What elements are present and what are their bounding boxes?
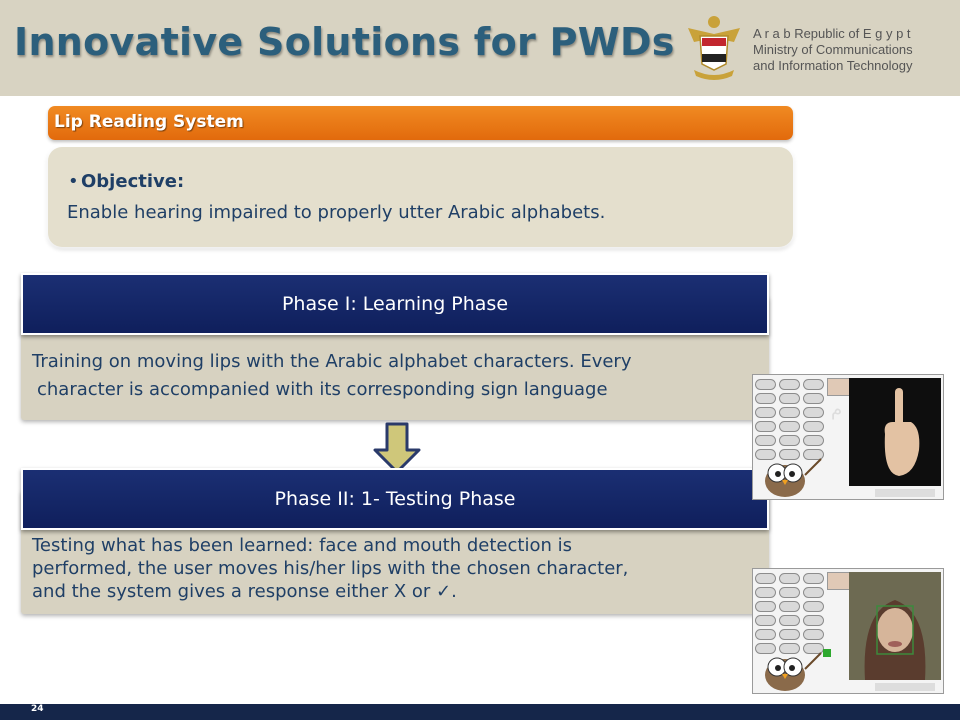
alphabet-keypad — [755, 379, 825, 460]
phase-1-line: character is accompanied with its corresponding sign language — [37, 379, 608, 400]
objective-label: Objective: — [81, 171, 185, 192]
owl-mascot-icon — [755, 649, 825, 693]
phase-2-line: and the system gives a response either X or ✓. — [32, 581, 457, 602]
phase-2-header — [21, 468, 769, 530]
down-arrow-icon — [373, 422, 421, 474]
phase-1-line: Training on moving lips with the Arabic alphabet characters. Every — [32, 351, 632, 372]
section-heading: Lip Reading System — [54, 112, 244, 132]
bullet-icon: • — [68, 171, 79, 192]
phase-2-text — [32, 534, 628, 603]
character-label: م — [831, 399, 843, 420]
lip-preview — [827, 572, 851, 590]
phase-2-title: Phase II: 1- Testing Phase — [274, 488, 516, 510]
egypt-emblem-logo — [684, 8, 744, 82]
phase-2-line: performed, the user moves his/her lips with the chosen character, — [32, 558, 629, 579]
learning-app-screenshot — [752, 374, 944, 500]
page-title: Innovative Solutions for PWDs — [14, 20, 675, 64]
ministry-name — [753, 26, 913, 74]
phase-1-header — [21, 273, 769, 335]
footer-bar — [0, 704, 960, 720]
page-number: 24 — [31, 704, 44, 714]
control-bar — [875, 489, 935, 497]
lip-preview — [827, 378, 851, 396]
phase-1-text — [32, 348, 631, 404]
sign-video — [849, 378, 941, 486]
objective-text: Enable hearing impaired to properly utter Arabic alphabets. — [67, 202, 606, 223]
face-detection-icon — [849, 572, 941, 680]
header-band — [0, 0, 960, 96]
ministry-line: and Information Technology — [753, 58, 913, 73]
alphabet-keypad — [755, 573, 825, 654]
testing-app-screenshot — [752, 568, 944, 694]
phase-2-line: Testing what has been learned: face and mouth detection is — [32, 535, 572, 556]
control-bar — [875, 683, 935, 691]
face-video — [849, 572, 941, 680]
sign-hand-icon — [849, 378, 941, 486]
objective-box — [48, 147, 793, 247]
section-heading-bar — [48, 106, 793, 140]
ministry-line: A r a b Republic of E g y p t — [753, 26, 911, 41]
ministry-line: Ministry of Communications — [753, 42, 913, 57]
owl-mascot-icon — [755, 455, 825, 499]
phase-1-title: Phase I: Learning Phase — [281, 293, 509, 315]
